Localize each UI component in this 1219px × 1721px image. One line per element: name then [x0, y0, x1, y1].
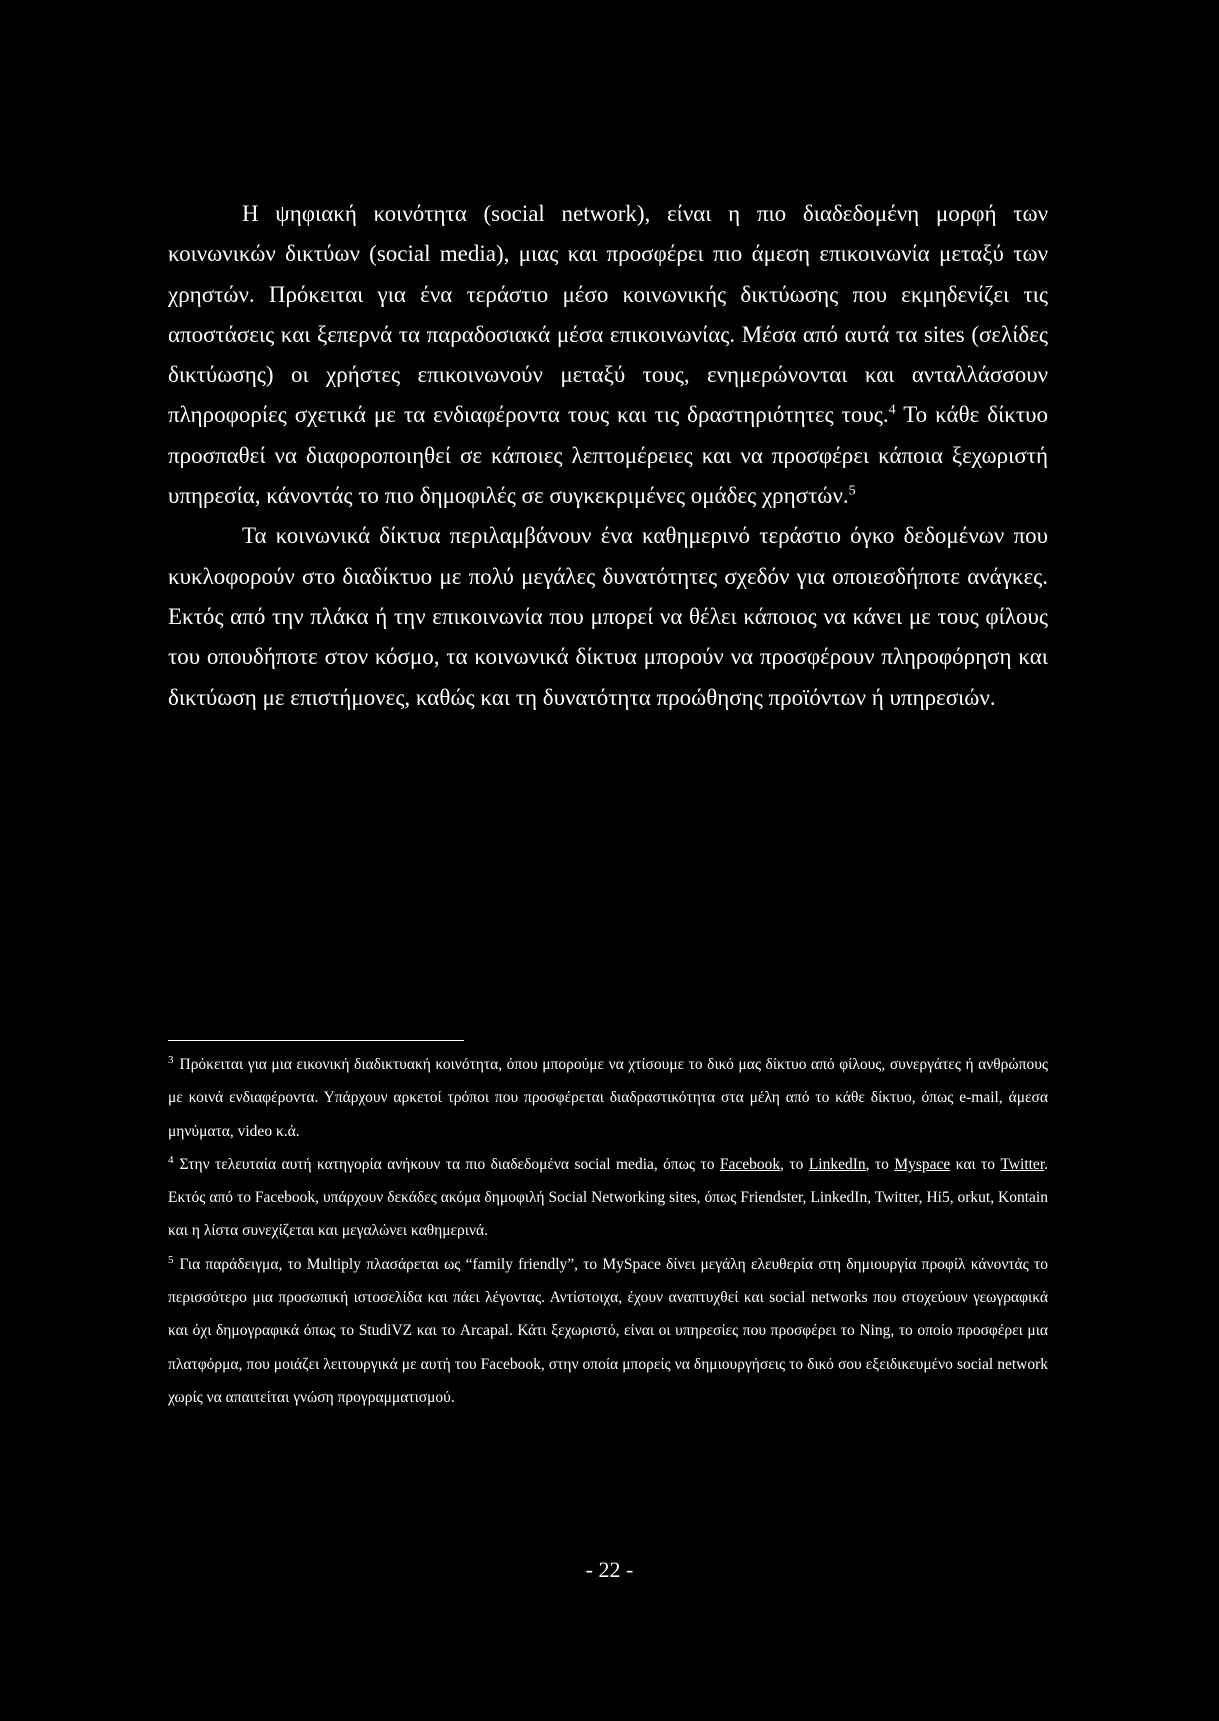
footnote-3: [168, 1048, 1048, 1148]
footnote-4-text-a: Στην τελευταία αυτή κατηγορία ανήκουν τα πιο διαδεδομένα social media, όπως το: [179, 1155, 720, 1173]
footnote-ref-4[interactable]: 4: [888, 402, 896, 418]
footnote-5-text: Για παράδειγμα, το Multiply πλασάρεται ως “family friendly”, το MySpace δίνει μεγάλη ελευθερία στη δημιουργία προφίλ κάνοντάς το περισσότερο μια προσωπική ιστοσελίδα και πάει λέγοντας. Αντίστοιχα, έχουν αναπτυχθεί και social networks που στοχεύουν γεωγραφικά και όχι δημογραφικά όπως το StudiVZ και το Arcapal. Κάτι ξεχωριστό, είναι οι υπηρεσίες που προσφέρει το Ning, το οποίο προσφέρει μια πλατφόρμα, που μοιάζει λειτουργικά με αυτή του Facebook, στην οποία μπορείς να δημιουργήσεις το δικό σου εξειδικευμένο social network χωρίς να απαιτείται γνώση προγραμματισμού.: [168, 1255, 1048, 1406]
footnote-4-number: 4: [168, 1153, 174, 1166]
twitter-link[interactable]: Twitter: [1000, 1155, 1045, 1173]
footnote-4-text-d: και το: [950, 1155, 1001, 1173]
footnotes-section: [168, 1048, 1048, 1414]
facebook-link[interactable]: Facebook: [719, 1155, 781, 1173]
paragraph-1-text-b: Το κάθε δίκτυο προσπαθεί να διαφοροποιηθεί σε κάποιες λεπτομέρειες και να προσφέρει κάποια ξεχωριστή υπηρεσία, κάνοντάς το πιο δημοφιλές σε συγκεκριμένες ομάδες χρηστών.: [168, 402, 1048, 509]
footnote-4-text-c: , το: [865, 1155, 895, 1173]
linkedin-link[interactable]: LinkedIn: [808, 1155, 866, 1173]
footnote-4-text-e: . Εκτός από το Facebook, υπάρχουν δεκάδες ακόμα δημοφιλή Social Networking sites, όπως Friendster, LinkedIn, Twitter, Hi5, orkut, Kontain και η λίστα συνεχίζεται και μεγαλώνει καθημερινά.: [168, 1155, 1048, 1240]
paragraph-1-text-a: Η ψηφιακή κοινότητα (social network), είναι η πιο διαδεδομένη μορφή των κοινωνικών δικτύων (social media), μιας και προσφέρει πιο άμεση επικοινωνία μεταξύ των χρηστών. Πρόκειται για ένα τεράστιο μέσο κοινωνικής δικτύωσης που εκμηδενίζει τις αποστάσεις και ξεπερνά τα παραδοσιακά μέσα επικοινωνίας. Μέσα από αυτά τα sites (σελίδες δικτύωσης) οι χρήστες επικοινωνούν μεταξύ τους, ενημερώνονται και ανταλλάσσουν πληροφορίες σχετικά με τα ενδιαφέροντα τους και τις δραστηριότητες τους.: [168, 201, 1048, 428]
main-body-text: [168, 194, 1048, 718]
myspace-link[interactable]: Myspace: [894, 1155, 951, 1173]
footnote-4-text-b: , το: [780, 1155, 809, 1173]
footnote-3-number: 3: [168, 1053, 174, 1066]
paragraph-2: Τα κοινωνικά δίκτυα περιλαμβάνουν ένα καθημερινό τεράστιο όγκο δεδομένων που κυκλοφορούν στο διαδίκτυο με πολύ μεγάλες δυνατότητες σχεδόν για οποιεσδήποτε ανάγκες. Εκτός από την πλάκα ή την επικοινωνία που μπορεί να θέλει κάποιος να κάνει με τους φίλους του οπουδήποτε στον κόσμο, τα κοινωνικά δίκτυα μπορούν να προσφέρουν πληροφόρηση και δικτύωση με επιστήμονες, καθώς και τη δυνατότητα προώθησης προϊόντων ή υπηρεσιών.: [168, 523, 1048, 710]
paragraph-1: [168, 194, 1048, 516]
page-number: - 22 -: [585, 1557, 634, 1582]
footnote-5: [168, 1248, 1048, 1414]
footnote-5-number: 5: [168, 1253, 174, 1266]
footnote-3-text: Πρόκειται για μια εικονική διαδικτυακή κοινότητα, όπου μπορούμε να χτίσουμε το δικό μας δίκτυο από φίλους, συνεργάτες ή ανθρώπους με κοινά ενδιαφέροντα. Υπάρχουν αρκετοί τρόποι που προσφέρεται διαδραστικότητα στα μέλη από το κάθε δίκτυο, όπως e-mail, άμεσα μηνύματα, video κ.ά.: [168, 1056, 1048, 1140]
footnote-ref-5[interactable]: 5: [848, 483, 856, 499]
footnote-4: [168, 1148, 1048, 1248]
footnote-separator: [168, 1040, 464, 1041]
